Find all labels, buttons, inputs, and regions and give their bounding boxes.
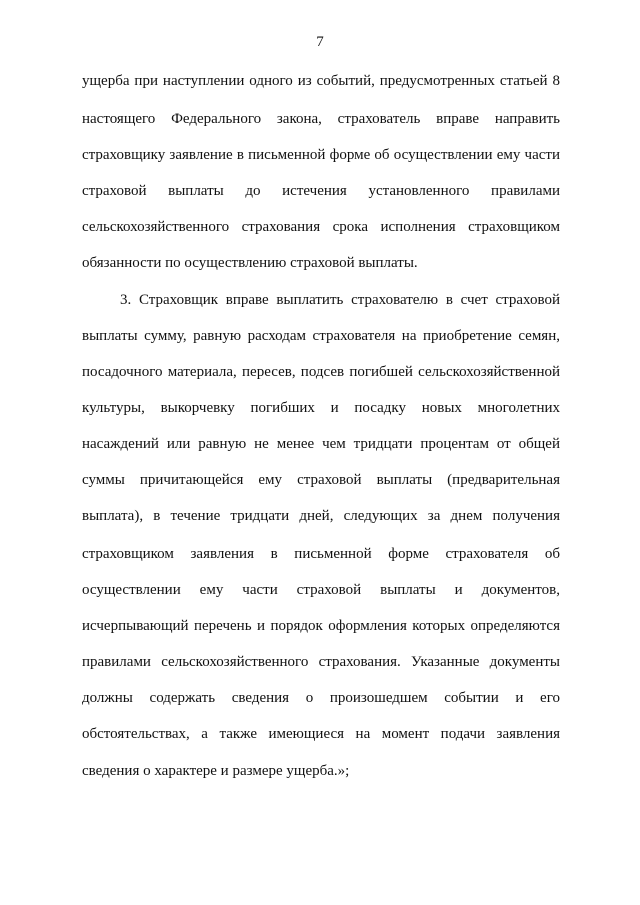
paragraph-1-line: настоящего Федерального закона, страхователь вправе направить <box>82 111 560 127</box>
paragraph-1-line: сельскохозяйственного страхования срока исполнения страховщиком <box>82 219 560 235</box>
paragraph-2-line: выплаты сумму, равную расходам страхователя на приобретение семян, <box>82 328 560 344</box>
paragraph-2-line: насаждений или равную не менее чем тридцати процентам от общей <box>82 436 560 452</box>
paragraph-2-line: правилами сельскохозяйственного страхования. Указанные документы <box>82 654 560 670</box>
paragraph-1-line: страховой выплаты до истечения установленного правилами <box>82 183 560 199</box>
paragraph-1-line: страховщику заявление в письменной форме об осуществлении ему части <box>82 147 560 163</box>
paragraph-2-line: выплата), в течение тридцати дней, следующих за днем получения <box>82 508 560 524</box>
paragraph-2-line: осуществлении ему части страховой выплаты и документов, <box>82 582 560 598</box>
paragraph-2-line: страховщиком заявления в письменной форме страхователя об <box>82 546 560 562</box>
paragraph-2-line: исчерпывающий перечень и порядок оформления которых определяются <box>82 618 560 634</box>
paragraph-2-line: культуры, выкорчевку погибших и посадку новых многолетних <box>82 400 560 416</box>
paragraph-2-line: посадочного материала, пересев, подсев погибшей сельскохозяйственной <box>82 364 560 380</box>
paragraph-1-line: ущерба при наступлении одного из событий, предусмотренных статьей 8 <box>82 73 560 89</box>
page-number: 7 <box>316 34 324 50</box>
paragraph-2-line: должны содержать сведения о произошедшем событии и его <box>82 690 560 706</box>
paragraph-2-line: обстоятельствах, а также имеющиеся на момент подачи заявления <box>82 726 560 742</box>
paragraph-2-line: сведения о характере и размере ущерба.»; <box>82 763 350 779</box>
paragraph-1-line: обязанности по осуществлению страховой выплаты. <box>82 255 418 271</box>
paragraph-2-line: суммы причитающейся ему страховой выплаты (предварительная <box>82 472 560 488</box>
paragraph-2-line: 3. Страховщик вправе выплатить страхователю в счет страховой <box>120 292 560 308</box>
